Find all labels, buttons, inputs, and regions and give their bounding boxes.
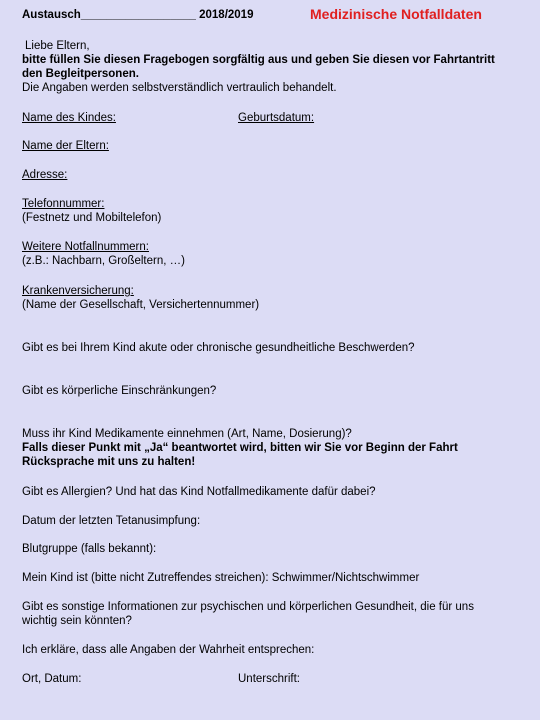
phone-hint: (Festnetz und Mobiltelefon) [22, 212, 162, 224]
other-info-line-2: wichtig sein könnten? [22, 615, 132, 627]
intro-section [22, 39, 495, 95]
declaration-text: Ich erkläre, dass alle Angaben der Wahrheit entsprechen: [22, 644, 315, 656]
allergies-question: Gibt es Allergien? Und hat das Kind Notfallmedikamente dafür dabei? [22, 486, 376, 498]
other-info-section [22, 600, 474, 628]
phone-label: Telefonnummer: [22, 198, 105, 210]
phone-field [22, 197, 161, 225]
insurance-hint: (Name der Gesellschaft, Versichertennummer) [22, 299, 260, 311]
greeting: Liebe Eltern, [25, 40, 90, 52]
address-label: Adresse: [22, 169, 68, 181]
swimmer-question: Mein Kind ist (bitte nicht Zutreffendes streichen): Schwimmer/Nichtschwimmer [22, 572, 420, 584]
signature-label: Unterschrift: [238, 673, 300, 685]
blood-group-question: Blutgruppe (falls bekannt): [22, 543, 157, 555]
parents-name-label: Name der Eltern: [22, 140, 109, 152]
emergency-hint: (z.B.: Nachbarn, Großeltern, …) [22, 255, 185, 267]
confidential-note: Die Angaben werden selbstverständlich vertraulich behandelt. [22, 82, 337, 94]
tetanus-question: Datum der letzten Tetanusimpfung: [22, 515, 201, 527]
instruction-line-1: bitte füllen Sie diesen Fragebogen sorgfältig aus und geben Sie diesen vor Fahrtantritt [22, 54, 495, 66]
other-info-line-1: Gibt es sonstige Informationen zur psychischen und körperlichen Gesundheit, die für uns [22, 601, 474, 613]
birthdate-label: Geburtsdatum: [238, 112, 315, 124]
emergency-label: Weitere Notfallnummern: [22, 241, 149, 253]
physical-question: Gibt es körperliche Einschränkungen? [22, 385, 217, 397]
emergency-field [22, 240, 185, 268]
insurance-label: Krankenversicherung: [22, 285, 134, 297]
medication-question: Muss ihr Kind Medikamente einnehmen (Art, Name, Dosierung)? [22, 428, 352, 440]
document-title: Medizinische Notfalldaten [310, 6, 482, 22]
insurance-field [22, 284, 259, 312]
child-name-label: Name des Kindes: [22, 112, 116, 124]
chronic-question: Gibt es bei Ihrem Kind akute oder chronische gesundheitliche Beschwerden? [22, 342, 415, 354]
header-exchange-year: Austausch__________________ 2018/2019 [22, 9, 254, 21]
place-date-label: Ort, Datum: [22, 673, 82, 685]
instruction-line-2: den Begleitpersonen. [22, 68, 139, 80]
medication-section [22, 427, 458, 469]
medication-note-2: Rücksprache mit uns zu halten! [22, 456, 196, 468]
medication-note-1: Falls dieser Punkt mit „Ja“ beantwortet wird, bitten wir Sie vor Beginn der Fahrt [22, 442, 458, 454]
